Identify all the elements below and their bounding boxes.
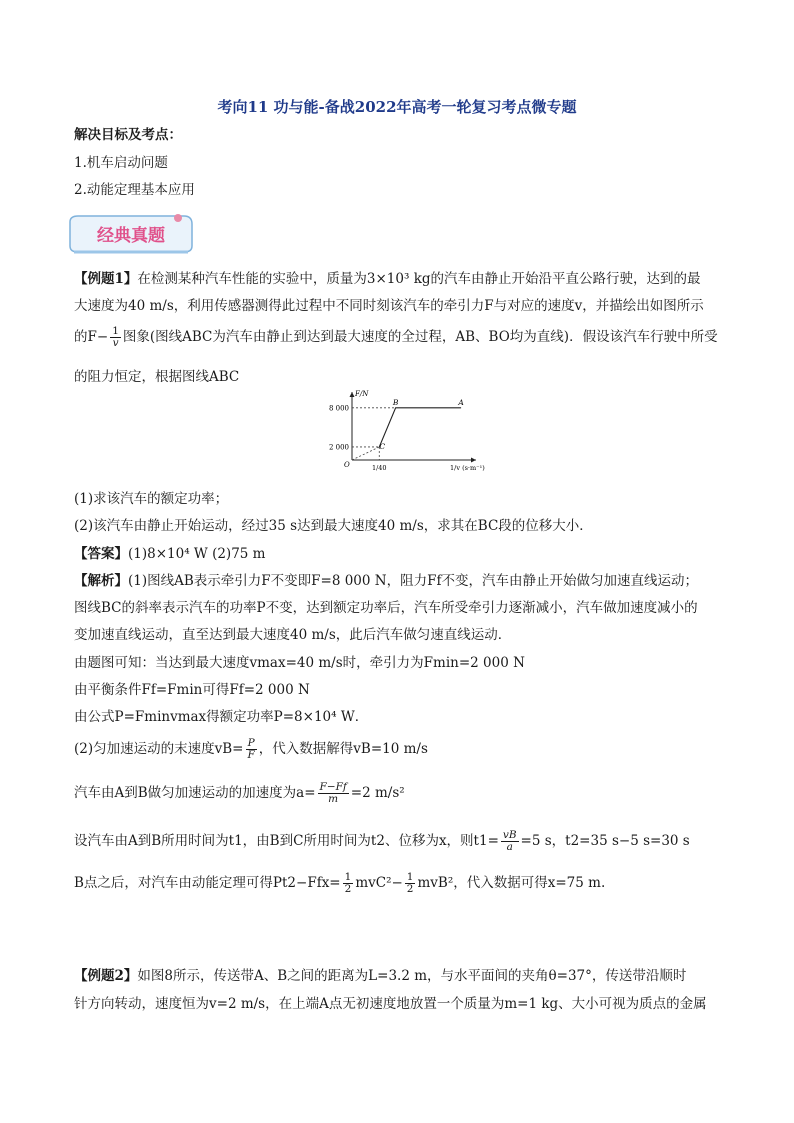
y-tick-label: 2 000 bbox=[328, 443, 349, 452]
a10-pre: B点之后，对汽车由动能定理可得Pt2−Ffx= bbox=[74, 875, 341, 891]
a9-pre: 设汽车由A到B所用时间为t1，由B到C所用时间为t2、位移为x，则t1= bbox=[74, 833, 499, 849]
example2-p2: 针方向转动，速度恒为v=2 m/s，在上端A点无初速度地放置一个质量为m=1 kg、大小可视为质点的金属 bbox=[74, 996, 707, 1012]
analysis-line-5: 由平衡条件Ff=Fmin可得Ff=2 000 N bbox=[74, 682, 310, 698]
example1-p1 bbox=[74, 270, 701, 288]
a10-post: mvB²，代入数据可得x=75 m. bbox=[417, 875, 606, 891]
time-fraction bbox=[501, 830, 519, 853]
ribbon-icon bbox=[174, 214, 182, 222]
answer-label: 【答案】 bbox=[74, 546, 128, 562]
example2-label: 【例题2】 bbox=[74, 968, 138, 984]
a7-post: ，代入数据解得vB=10 m/s bbox=[258, 741, 428, 757]
half-fraction-2 bbox=[405, 872, 416, 895]
page-title: 考向11 功与能-备战2022年高考一轮复习考点微专题 bbox=[217, 98, 577, 116]
y-tick-label: 8 000 bbox=[328, 404, 349, 413]
a9-den: a bbox=[506, 841, 513, 853]
example1-p2: 大速度为40 m/s，利用传感器测得此过程中不同时刻该汽车的牵引力F与对应的速度v，并描绘出如图所示 bbox=[74, 298, 704, 314]
example1-p3 bbox=[74, 326, 718, 349]
frac-num: 1 bbox=[112, 325, 119, 337]
a7-den: F bbox=[247, 749, 255, 761]
example2-p1 bbox=[74, 967, 686, 985]
analysis-line-4: 由题图可知：当达到最大速度vmax=40 m/s时，牵引力为Fmin=2 000 N bbox=[74, 655, 525, 671]
goals-heading: 解决目标及考点： bbox=[74, 127, 182, 143]
analysis-line-1 bbox=[74, 572, 698, 590]
point-label-b: B bbox=[392, 397, 399, 407]
x-axis-label: 1/v (s·m⁻¹) bbox=[450, 464, 485, 472]
f-inverse-v-chart bbox=[328, 390, 485, 484]
a7-pre: (2)匀加速运动的末速度vB= bbox=[74, 741, 244, 757]
p3-post: 图象(图线ABC为汽车由静止到达到最大速度的全过程，AB、BO均为直线)．假设该汽车行驶中所受 bbox=[122, 329, 718, 345]
p-over-f-fraction bbox=[245, 738, 256, 761]
x-tick-label: 1/40 bbox=[371, 464, 387, 472]
a8-num: F−Ff bbox=[319, 781, 347, 793]
a7-num: P bbox=[247, 737, 255, 749]
half-num-1: 1 bbox=[344, 871, 352, 883]
example1-p4: 的阻力恒定，根据图线ABC bbox=[74, 369, 240, 385]
goal-item-1: 1.机车启动问题 bbox=[74, 155, 168, 171]
answer-text: (1)8×10⁴ W (2)75 m bbox=[128, 546, 266, 562]
a8-post: =2 m/s² bbox=[350, 785, 405, 801]
guide-oc bbox=[352, 447, 379, 460]
example1-label: 【例题1】 bbox=[74, 271, 138, 287]
frac-den: v bbox=[112, 337, 119, 349]
analysis-text-1: (1)图线AB表示牵引力F不变即F=8 000 N，阻力Ff不变，汽车由静止开始做匀加速直线运动； bbox=[128, 573, 698, 589]
analysis-line-6: 由公式P=Fminvmax得额定功率P=8×10⁴ W． bbox=[74, 709, 369, 725]
a9-post: =5 s，t2=35 s−5 s=30 s bbox=[520, 833, 690, 849]
example2-text-1: 如图8所示，传送带A、B之间的距离为L=3.2 m，与水平面间的夹角θ=37°，传送带沿顺时 bbox=[137, 968, 687, 984]
question-1: (1)求该汽车的额定功率； bbox=[74, 491, 229, 507]
analysis-line-9 bbox=[74, 830, 690, 853]
example1-text-1: 在检测某种汽车性能的实验中，质量为3×10³ kg的汽车由静止开始沿平直公路行驶，达到的最 bbox=[137, 271, 701, 287]
banner-text: 经典真题 bbox=[97, 226, 165, 246]
point-label-a: A bbox=[458, 397, 464, 407]
half-fraction-1 bbox=[343, 872, 354, 895]
goal-item-2: 2.动能定理基本应用 bbox=[74, 182, 195, 198]
banner-shape bbox=[66, 212, 196, 256]
analysis-label: 【解析】 bbox=[74, 573, 128, 589]
answer-line bbox=[74, 545, 265, 563]
accel-fraction bbox=[318, 782, 349, 805]
a8-pre: 汽车由A到B做匀加速运动的加速度为a= bbox=[74, 785, 316, 801]
a8-den: m bbox=[328, 793, 339, 805]
section-banner bbox=[66, 212, 196, 256]
y-axis-label: F/N bbox=[355, 390, 369, 398]
series-abc-line bbox=[379, 408, 461, 447]
a9-num: vB bbox=[502, 829, 517, 841]
question-2: (2)该汽车由静止开始运动，经过35 s达到最大速度40 m/s，求其在BC段的位移大小． bbox=[74, 518, 593, 534]
origin-label: O bbox=[344, 461, 350, 469]
half-num-2: 1 bbox=[406, 871, 414, 883]
analysis-line-10 bbox=[74, 872, 605, 895]
half-den-1: 2 bbox=[344, 883, 352, 895]
half-den-2: 2 bbox=[406, 883, 414, 895]
y-axis-arrow-icon bbox=[350, 392, 355, 397]
analysis-line-7 bbox=[74, 738, 428, 761]
p3-pre: 的F− bbox=[74, 329, 109, 345]
x-axis-arrow-icon bbox=[471, 458, 476, 463]
analysis-line-3: 变加速直线运动，直至达到最大速度40 m/s，此后汽车做匀速直线运动． bbox=[74, 627, 512, 643]
analysis-line-2: 图线BC的斜率表示汽车的功率P不变，达到额定功率后，汽车所受牵引力逐渐减小，汽车做加速度减小的 bbox=[74, 600, 698, 616]
analysis-line-8 bbox=[74, 782, 405, 805]
point-label-c: C bbox=[379, 441, 386, 451]
chart-svg bbox=[328, 390, 485, 480]
one-over-v-fraction bbox=[110, 326, 121, 349]
a10-mid: mvC²− bbox=[355, 875, 403, 891]
